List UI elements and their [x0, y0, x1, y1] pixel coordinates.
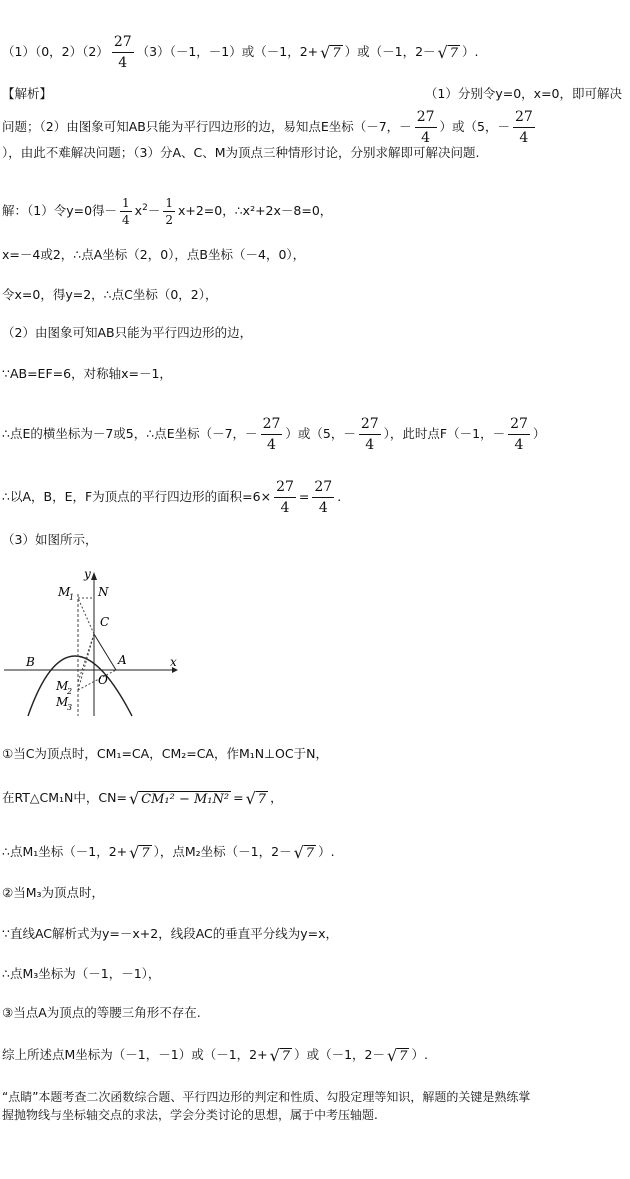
label-m2: M [56, 679, 69, 693]
fraction-27-4: $\frac{27}{4}$ [276, 479, 294, 516]
answer-fraction: $\frac{27}{4}$ [113, 34, 132, 71]
fraction-27-4: $\frac{27}{4}$ [510, 416, 528, 453]
sqrt-expression: √ CM₁² − M₁N² [128, 789, 230, 808]
fraction-27-4: $\frac{27}{4}$ [262, 416, 281, 453]
label-x: x [170, 655, 177, 669]
case2-result-line: ∴点M₃坐标为（－1，－1）， [2, 966, 161, 981]
solution-line3: 令x=0，得y=2，∴点C坐标（0，2）， [2, 287, 218, 302]
solution-line5: ∵AB=EF=6，对称轴x=－1， [2, 366, 172, 381]
solution-line1: 解：（1）令y=0得－ $\frac{1}{4}$ $x^2-$ $\frac{1}{2}$ x+2=0，∴x²+2x－8=0， [2, 196, 333, 227]
sqrt-7: √ 7 [437, 43, 459, 62]
answer-part1: （1）（0，2）（2） [2, 44, 109, 59]
case1-result-line: ∴点M₁坐标（－1，2+ √ 7 ），点M₂坐标（－1，2－ √ 7 ）. [2, 843, 335, 862]
case2-line: ②当M₃为顶点时， [2, 885, 105, 900]
conclusion-line: 综上所述点M坐标为（－1，－1）或（－1，2+ √ 7 ）或（－1，2－ √ 7 ）. [2, 1046, 428, 1065]
case1-rt-line: 在RT△CM₁N中，CN= √ CM₁² − M₁N² = √ 7 ， [2, 789, 283, 808]
solution-line8: （3）如图所示， [2, 532, 98, 547]
label-a: A [118, 653, 127, 667]
case3-line: ③当点A为顶点的等腰三角形不存在. [2, 1005, 201, 1020]
label-m3: M [56, 695, 69, 709]
solution-line6: ∴点E的横坐标为－7或5，∴点E坐标（－7，－ $\frac{27}{4}$ ）或（5，－ $\frac{27}{4}$ ），此时点F（－1，－ $\frac{27}{4}$ ） [2, 416, 546, 453]
label-c: C [100, 615, 110, 629]
sqrt-7: √ 7 [245, 789, 267, 808]
label-n: N [98, 585, 109, 599]
fraction-27-4: $\frac{27}{4}$ [514, 109, 533, 146]
label-y: y [84, 567, 91, 581]
label-m2-sub: 2 [67, 687, 73, 696]
c-m2-line [78, 634, 94, 682]
analysis-label: 【解析】 [2, 86, 53, 101]
fraction-1-2: $\frac{1}{2}$ [165, 196, 173, 227]
parabola-curve [28, 656, 132, 716]
sqrt-7: √ 7 [129, 843, 150, 862]
label-b: B [26, 655, 35, 669]
fraction-27-4: $\frac{27}{4}$ [360, 416, 379, 453]
c-m1-line [78, 598, 94, 634]
label-m1: M [58, 585, 71, 599]
label-m3-sub: 3 [67, 703, 73, 712]
parabola-figure [0, 566, 180, 724]
sqrt-7: √ 7 [386, 1046, 408, 1065]
c-a-line [94, 634, 116, 670]
fraction-27-4: $\frac{27}{4}$ [314, 479, 333, 516]
answer-part3: （3）（－1，－1）或（－1，2+ [136, 44, 319, 59]
comment-line1: “点睛”本题考查二次函数综合题、平行四边形的判定和性质、勾股定理等知识，解题的关键是熟练掌 [2, 1090, 531, 1104]
label-m1-sub: 1 [69, 593, 75, 602]
analysis-line3: ），由此不难解决问题；（3）分A、C、M为顶点三种情形讨论，分别求解即可解决问题. [2, 145, 480, 160]
sqrt-7: √ 7 [320, 43, 341, 62]
fraction-1-4: $\frac{1}{4}$ [122, 196, 130, 227]
answer-line: （1）（0，2）（2） $\frac{27}{4}$ （3）（－1，－1）或（－1，2+ √ 7 ）或（－1，2－ √ 7 ）. [2, 34, 479, 71]
solution-line2: x=－4或2，∴点A坐标（2，0），点B坐标（－4，0）， [2, 247, 306, 262]
comment-line2: 握抛物线与坐标轴交点的求法，学会分类讨论的思想，属于中考压轴题. [2, 1108, 378, 1122]
case2-ac-line: ∵直线AC解析式为y=－x+2，线段AC的垂直平分线为y=x， [2, 926, 339, 941]
fraction-27-4: $\frac{27}{4}$ [416, 109, 435, 146]
case1-line: ①当C为顶点时，CM₁=CA，CM₂=CA，作M₁N⊥OC于N， [2, 746, 328, 761]
solution-line7: ∴以A，B，E，F为顶点的平行四边形的面积=6× $\frac{27}{4}$ = $\frac{27}{4}$ . [2, 479, 342, 516]
analysis-right-text: （1）分别令y=0，x=0，即可解决 [424, 86, 622, 101]
label-o: O [98, 673, 108, 687]
analysis-line2: 问题；（2）由图象可知AB只能为平行四边形的边，易知点E坐标（－7，－ $\frac{27}{4}$ ）或（5，－ $\frac{27}{4}$ [2, 109, 533, 146]
sqrt-7: √ 7 [269, 1046, 291, 1065]
solution-line4: （2）由图象可知AB只能为平行四边形的边， [2, 325, 253, 340]
y-axis-arrow [91, 572, 97, 580]
sqrt-7: √ 7 [293, 843, 315, 862]
